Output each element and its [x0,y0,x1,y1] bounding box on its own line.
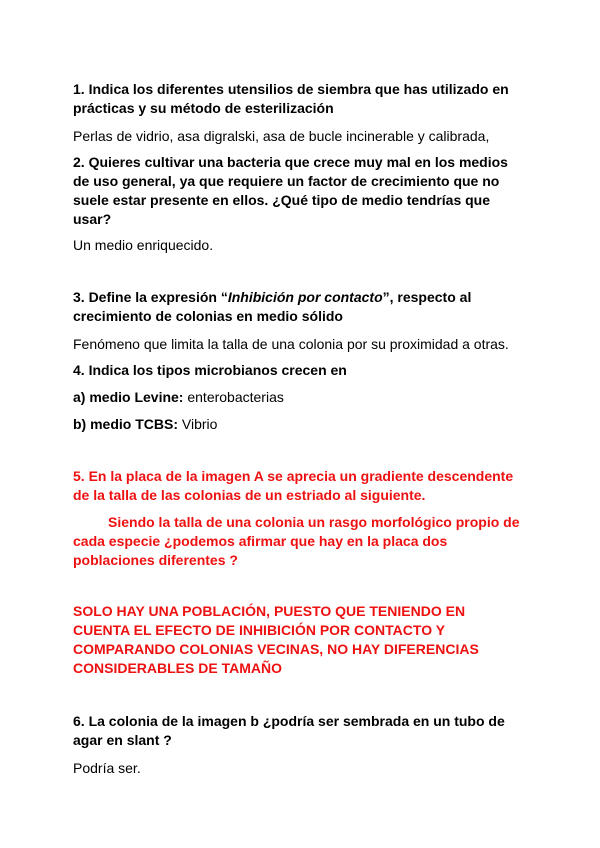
question-3-suffix: ”, respecto al [382,289,472,305]
question-5-line-2: de la talla de las colonias de un estriado al siguiente. [73,487,426,503]
question-3-line-1 [73,288,471,306]
question-6-line-1: 6. La colonia de la imagen b ¿podría ser sembrada en un tubo de [73,713,505,729]
item-b-value: Vibrio [178,416,218,432]
answer-2: Un medio enriquecido. [73,237,214,253]
question-4-line-1: 4. Indica los tipos microbianos crecen en [73,362,347,378]
question-2-line-1: 2. Quieres cultivar una bacteria que crece muy mal en los medios [73,154,508,170]
question-2-line-2: de uso general, ya que requiere un factor de crecimiento que no [73,173,500,189]
item-a-value: enterobacterias [183,389,284,405]
question-1-line-2: prácticas y su método de esterilización [73,100,334,116]
question-1-line-1: 1. Indica los diferentes utensilios de siembra que has utilizado en [73,81,509,97]
question-4-item-a [73,388,284,406]
question-5-line-1: 5. En la placa de la imagen A se aprecia un gradiente descendente [73,468,514,484]
question-5-line-4: cada especie ¿podemos afirmar que hay en la placa dos [73,533,448,549]
answer-3: Fenómeno que limita la talla de una colonia por su proximidad a otras. [73,336,509,352]
item-a-label: a) medio Levine: [73,389,184,405]
question-6-line-2: agar en slant ? [73,732,172,748]
answer-5-line-1: SOLO HAY UNA POBLACIÓN, PUESTO QUE TENIENDO EN [73,603,466,619]
question-3-prefix: 3. Define la expresión “ [73,289,228,305]
question-5-line-5: poblaciones diferentes ? [73,552,238,568]
item-b-label: b) medio TCBS: [73,416,178,432]
answer-5-line-4: CONSIDERABLES DE TAMAÑO [73,660,282,676]
question-3-term: Inhibición por contacto [227,289,383,305]
answer-1: Perlas de vidrio, asa digralski, asa de bucle incinerable y calibrada, [73,128,490,144]
question-3-line-2: crecimiento de colonias en medio sólido [73,308,343,324]
question-2-line-4: usar? [73,211,112,227]
question-2-line-3: suele estar presente en ellos. ¿Qué tipo de medio tendrías que [73,192,491,208]
answer-5-line-3: COMPARANDO COLONIAS VECINAS, NO HAY DIFERENCIAS [73,641,479,657]
question-5-line-3: Siendo la talla de una colonia un rasgo morfológico propio de [108,514,520,530]
question-4-item-b [73,415,217,433]
answer-5-line-2: CUENTA EL EFECTO DE INHIBICIÓN POR CONTACTO Y [73,622,446,638]
answer-6: Podría ser. [73,760,141,776]
